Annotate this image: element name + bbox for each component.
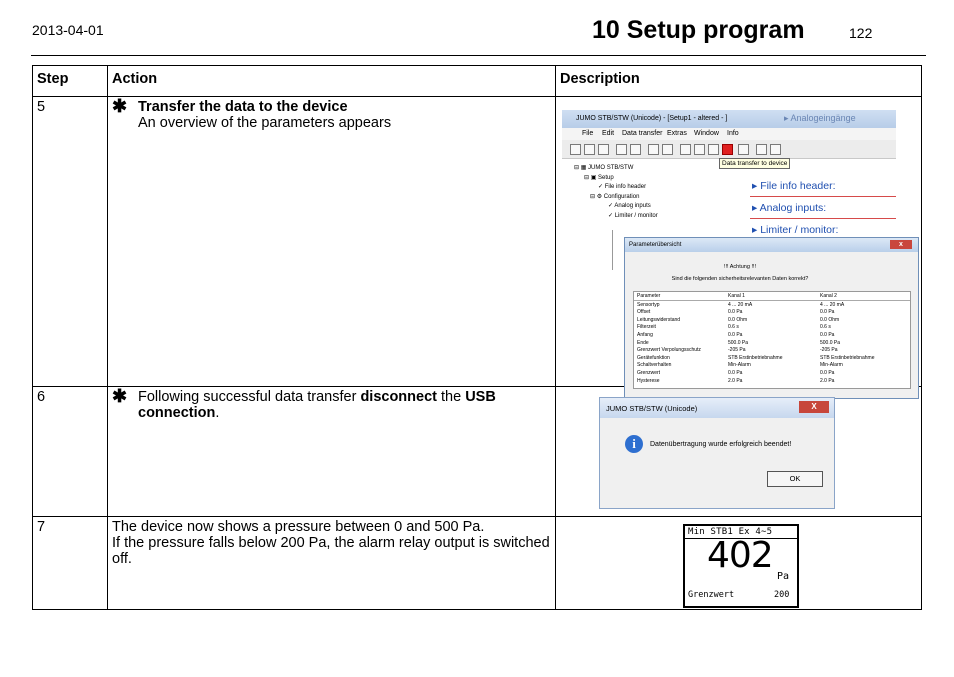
- table-cell: 2.0 Pa: [728, 377, 743, 384]
- table-cell: 500.0 Pa: [820, 339, 841, 346]
- dialog-title: Parameterübersicht: [629, 242, 682, 248]
- table-row: [634, 309, 910, 317]
- page-number: 122: [849, 25, 873, 41]
- ok-button[interactable]: OK: [767, 471, 823, 487]
- table-cell: 0.0 Pa: [728, 369, 743, 376]
- step-number: 5: [33, 97, 108, 387]
- dialog-title: JUMO STB/STW (Unicode): [606, 404, 698, 413]
- column-header-description: Description: [556, 66, 922, 97]
- action-cell: ✱ Following successful data transfer disconnect the USB connection.: [108, 387, 556, 517]
- table-cell: Hysterese: [637, 377, 660, 384]
- save-icon[interactable]: [598, 144, 609, 155]
- table-cell: Min-Alarm: [820, 362, 843, 369]
- separator: [750, 196, 896, 197]
- device-display: [683, 524, 799, 608]
- tooltip: Data transfer to device: [719, 158, 790, 169]
- table-cell: Sensortyp: [637, 301, 660, 308]
- transfer-complete-dialog: [599, 397, 835, 509]
- table-cell: Schaltverhalten: [637, 362, 672, 369]
- tree-item[interactable]: ✓ File info header: [598, 184, 647, 190]
- tree-line: [612, 230, 613, 270]
- table-row: [634, 339, 910, 347]
- table-header-row: [33, 66, 922, 97]
- table-row: [33, 97, 922, 387]
- redo-icon[interactable]: [662, 144, 673, 155]
- question-text: Sind die folgenden sicherheitsrelevanten Daten korrekt?: [671, 276, 809, 282]
- table-row: [33, 517, 922, 610]
- header-date: 2013-04-01: [32, 22, 104, 38]
- info-icon: i: [625, 435, 643, 453]
- limit-label: Grenzwert: [688, 590, 735, 600]
- table-cell: Offset: [637, 309, 651, 316]
- table-cell: 0.0 Pa: [728, 331, 743, 338]
- table-cell: 0.0 Ohm: [820, 316, 840, 323]
- setup-tree: [574, 164, 658, 221]
- table-cell: 0.6 s: [820, 324, 831, 331]
- table-cell: 0.6 s: [728, 324, 739, 331]
- table-cell: Grenzwert Verpolungsschutz: [637, 347, 701, 354]
- tree-item[interactable]: ⊟ ▣ Setup: [584, 174, 614, 181]
- description-cell: [556, 387, 922, 517]
- table-cell: Gerätefunktion: [637, 354, 670, 361]
- dialog-titlebar: [625, 238, 918, 252]
- table-row: [634, 331, 910, 339]
- table-cell: Min-Alarm: [728, 362, 751, 369]
- preview-icon[interactable]: [616, 144, 627, 155]
- action-bold: Transfer the data to the device: [138, 99, 348, 115]
- list-icon[interactable]: [770, 144, 781, 155]
- description-cell: [556, 97, 922, 387]
- table-row: [33, 387, 922, 517]
- tree-item[interactable]: ✓ Analog inputs: [608, 203, 651, 209]
- table-cell: 0.0 Pa: [820, 331, 835, 338]
- table-row: [634, 362, 910, 370]
- column-header-action: Action: [108, 66, 556, 97]
- step-number: 6: [33, 387, 108, 517]
- parameter-overview-dialog: [624, 237, 919, 399]
- table-cell: Leitungswiderstand: [637, 316, 681, 323]
- separator: [750, 218, 896, 219]
- table-row: [634, 369, 910, 377]
- pressure-value: 402: [707, 535, 773, 576]
- parameter-table: [633, 291, 911, 389]
- window-title-tail: ▸ Analogeingänge: [784, 113, 856, 123]
- new-icon[interactable]: [570, 144, 581, 155]
- asterisk-icon: ✱: [112, 96, 128, 116]
- page-title: 10 Setup program: [592, 16, 805, 44]
- table-cell: -205 Pa: [820, 347, 838, 354]
- header-rule: [31, 55, 926, 56]
- table-row: [634, 301, 910, 309]
- action-cell: [108, 517, 556, 610]
- table-cell: Ende: [637, 339, 649, 346]
- window-title: JUMO STB/STW (Unicode) - [Setup1 - altered - ]: [576, 115, 728, 122]
- open-icon[interactable]: [584, 144, 595, 155]
- parameter-table-header: Parameter Kanal 1 Kanal 2: [634, 292, 910, 301]
- menu-data-transfer[interactable]: Data transfer: [622, 130, 663, 137]
- tree-item[interactable]: ⊟ ⚙ Configuration: [590, 193, 640, 200]
- table-cell: 4 ... 20 mA: [728, 301, 753, 308]
- file-info-header-link[interactable]: ▸ File info header:: [752, 180, 836, 192]
- table-cell: -205 Pa: [728, 347, 746, 354]
- table-cell: Anfang: [637, 331, 653, 338]
- tree-item[interactable]: ⊟ ▦ JUMO STB/STW: [574, 165, 634, 171]
- display-status-line: Min STB1 Ex 4∼5: [688, 527, 773, 537]
- action-cell: [108, 97, 556, 387]
- table-row: [634, 347, 910, 355]
- step-number: 7: [33, 517, 108, 610]
- menu-edit[interactable]: Edit: [602, 130, 615, 137]
- description-cell: [556, 517, 922, 610]
- menu-bar: [562, 128, 896, 140]
- table-cell: STB Erstinbetriebnahme: [820, 354, 875, 361]
- table-row: [634, 316, 910, 324]
- window-titlebar: [562, 110, 896, 128]
- table-row: [634, 377, 910, 385]
- column-header-step: Step: [33, 66, 108, 97]
- steps-table: [32, 65, 922, 610]
- chart-icon[interactable]: [756, 144, 767, 155]
- table-cell: 500.0 Pa: [728, 339, 749, 346]
- tools-icon[interactable]: [738, 144, 749, 155]
- setup-program-screenshot: [562, 110, 903, 384]
- undo-icon[interactable]: [648, 144, 659, 155]
- settings-icon[interactable]: [680, 144, 691, 155]
- toolbar: [562, 140, 896, 159]
- menu-window[interactable]: Window: [694, 130, 719, 137]
- table-row: [634, 324, 910, 332]
- table-cell: 4 ... 20 mA: [820, 301, 845, 308]
- table-cell: STB Erstinbetriebnahme: [728, 354, 783, 361]
- asterisk-icon: ✱: [112, 386, 128, 406]
- table-cell: 2.0 Pa: [820, 377, 835, 384]
- limit-value: 200: [774, 590, 790, 600]
- menu-info[interactable]: Info: [727, 130, 739, 137]
- pressure-unit: Pa: [777, 571, 790, 582]
- table-cell: 0.0 Pa: [820, 369, 835, 376]
- menu-file[interactable]: File: [582, 130, 594, 137]
- limit-line: [688, 590, 790, 600]
- dialog-message: Datenübertragung wurde erfolgreich beendet!: [650, 441, 792, 448]
- print-icon[interactable]: [630, 144, 641, 155]
- table-cell: Filterzeit: [637, 324, 656, 331]
- transfer-icon[interactable]: [708, 144, 719, 155]
- table-row: [634, 354, 910, 362]
- description-line: The device now shows a pressure between 0 and 500 Pa.: [112, 519, 485, 535]
- limiter-monitor-link[interactable]: ▸ Limiter / monitor:: [752, 224, 839, 236]
- dialog-titlebar: [600, 398, 834, 418]
- close-icon[interactable]: x: [890, 240, 912, 249]
- description-line: If the pressure falls below 200 Pa, the alarm relay output is switched off.: [112, 535, 550, 567]
- action-text: An overview of the parameters appears: [138, 115, 392, 131]
- warning-text: !!! Achtung !!!: [723, 264, 757, 270]
- table-cell: Grenzwert: [637, 369, 661, 376]
- tree-item[interactable]: ✓ Limiter / monitor: [608, 212, 658, 219]
- table-cell: 0.0 Ohm: [728, 316, 748, 323]
- analog-inputs-link[interactable]: ▸ Analog inputs:: [752, 202, 827, 214]
- menu-extras[interactable]: Extras: [667, 130, 687, 137]
- table-cell: 0.0 Pa: [820, 309, 835, 316]
- close-icon[interactable]: X: [799, 401, 829, 413]
- table-cell: 0.0 Pa: [728, 309, 743, 316]
- data-transfer-to-device-icon[interactable]: [722, 144, 733, 155]
- read-device-icon[interactable]: [694, 144, 705, 155]
